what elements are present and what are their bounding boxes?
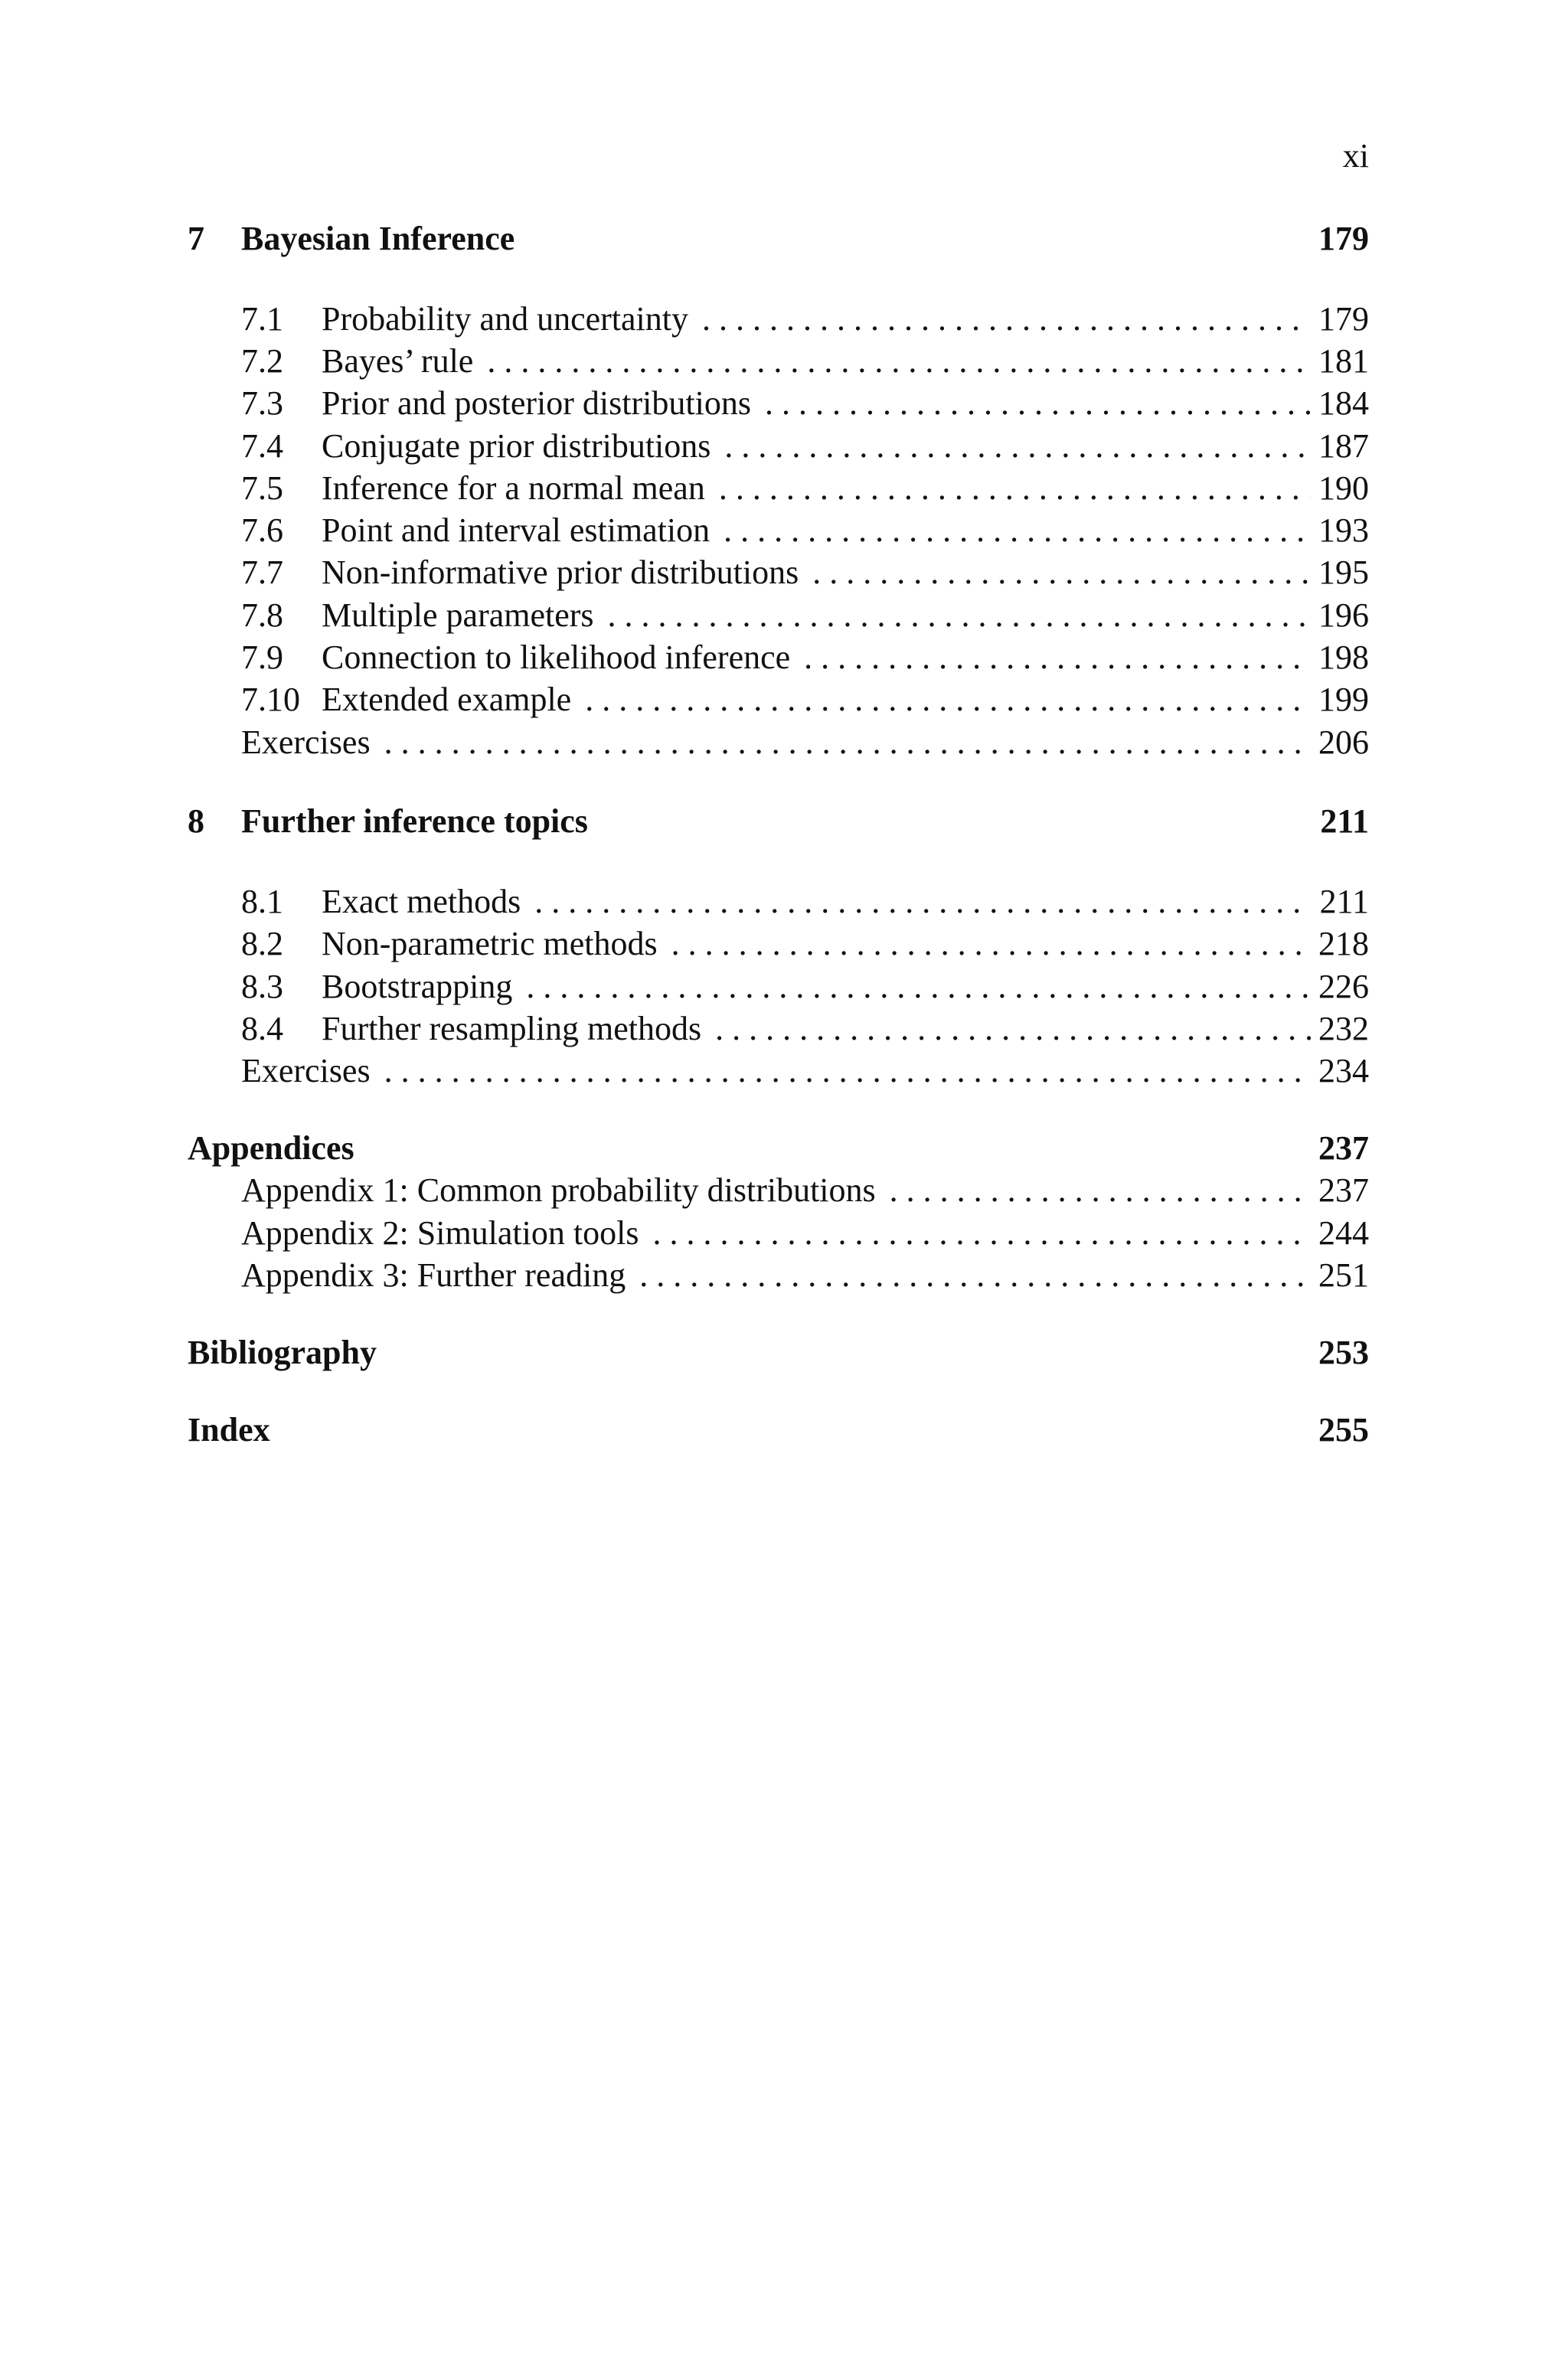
section-page: 232 xyxy=(1318,1009,1369,1047)
appendix-title: Appendix 1: Common probability distributions xyxy=(241,1171,890,1210)
page-number: xi xyxy=(1342,137,1369,175)
section-title: Extended example xyxy=(322,680,585,720)
section-title: Non-parametric methods xyxy=(322,924,671,964)
toc-entry[interactable] xyxy=(188,425,1369,467)
dot-leader xyxy=(804,638,1311,678)
dot-leader xyxy=(585,680,1311,720)
chapter-page: 179 xyxy=(1318,220,1369,257)
section-page: 184 xyxy=(1318,384,1369,423)
bibliography-title: Bibliography xyxy=(188,1334,377,1372)
toc-entry-exercises[interactable] xyxy=(188,1050,1369,1092)
toc-entry[interactable] xyxy=(188,552,1369,594)
dot-leader xyxy=(639,1256,1311,1295)
section-number: 8.4 xyxy=(241,1009,283,1047)
toc-entry[interactable] xyxy=(188,965,1369,1008)
section-title: Inference for a normal mean xyxy=(322,469,719,508)
exercises-title: Exercises xyxy=(241,1051,384,1091)
chapter-number: 8 xyxy=(188,802,204,841)
section-page: 211 xyxy=(1319,882,1369,920)
bibliography-page: 253 xyxy=(1318,1334,1369,1372)
index-title: Index xyxy=(188,1411,270,1449)
section-number: 7.4 xyxy=(241,426,283,465)
section-page: 181 xyxy=(1318,341,1369,380)
dot-leader xyxy=(765,384,1311,423)
spacer xyxy=(188,262,1369,298)
toc-entry[interactable] xyxy=(188,383,1369,425)
section-page: 198 xyxy=(1318,639,1369,677)
toc-entry[interactable] xyxy=(188,298,1369,340)
section-title: Non-informative prior distributions xyxy=(322,553,812,593)
section-page: 190 xyxy=(1318,469,1369,507)
section-number: 7.1 xyxy=(241,299,283,338)
section-page: 195 xyxy=(1318,554,1369,592)
dot-leader xyxy=(702,299,1311,339)
dot-leader xyxy=(724,426,1311,466)
section-number: 7.10 xyxy=(241,681,300,719)
section-number: 8.1 xyxy=(241,882,283,920)
exercises-page: 234 xyxy=(1318,1052,1369,1090)
section-number: 7.3 xyxy=(241,384,283,423)
chapter-heading[interactable] xyxy=(188,799,1369,844)
appendix-title: Appendix 3: Further reading xyxy=(241,1256,639,1295)
spacer xyxy=(188,1297,1369,1332)
appendices-title: Appendices xyxy=(188,1129,354,1168)
section-title: Bayes’ rule xyxy=(322,341,487,381)
toc-entry[interactable] xyxy=(188,880,1369,923)
toc-entry[interactable] xyxy=(188,1008,1369,1050)
exercises-title: Exercises xyxy=(241,723,384,763)
chapter-heading[interactable] xyxy=(188,216,1369,262)
toc-entry[interactable] xyxy=(188,467,1369,509)
section-number: 8.2 xyxy=(241,925,283,963)
section-title: Exact methods xyxy=(322,882,534,922)
chapter-title: Further inference topics xyxy=(241,802,588,841)
index-heading[interactable] xyxy=(188,1409,1369,1452)
index-page: 255 xyxy=(1318,1411,1369,1449)
toc-entry-exercises[interactable] xyxy=(188,721,1369,763)
toc-entry[interactable] xyxy=(188,594,1369,636)
section-page: 179 xyxy=(1318,299,1369,338)
toc-entry-appendix[interactable] xyxy=(188,1170,1369,1212)
section-title: Conjugate prior distributions xyxy=(322,426,724,466)
exercises-page: 206 xyxy=(1318,723,1369,761)
dot-leader xyxy=(608,596,1311,635)
section-page: 187 xyxy=(1318,426,1369,465)
section-title: Connection to likelihood inference xyxy=(322,638,804,678)
toc-entry[interactable] xyxy=(188,923,1369,965)
toc-entry[interactable] xyxy=(188,340,1369,382)
spacer xyxy=(188,1093,1369,1128)
spacer xyxy=(188,844,1369,880)
section-number: 7.9 xyxy=(241,639,283,677)
section-title: Probability and uncertainty xyxy=(322,299,702,339)
bibliography-heading[interactable] xyxy=(188,1332,1369,1374)
chapter-page: 211 xyxy=(1320,802,1369,841)
section-title: Point and interval estimation xyxy=(322,511,724,550)
appendix-title: Appendix 2: Simulation tools xyxy=(241,1213,652,1253)
section-page: 199 xyxy=(1318,681,1369,719)
dot-leader xyxy=(890,1171,1311,1210)
chapter-title: Bayesian Inference xyxy=(241,220,515,257)
section-number: 7.7 xyxy=(241,554,283,592)
dot-leader xyxy=(534,882,1311,922)
section-title: Further resampling methods xyxy=(322,1009,715,1049)
dot-leader xyxy=(487,341,1311,381)
toc-entry-appendix[interactable] xyxy=(188,1254,1369,1296)
dot-leader xyxy=(671,924,1311,964)
dot-leader xyxy=(812,553,1311,593)
dot-leader xyxy=(719,469,1311,508)
section-number: 7.8 xyxy=(241,596,283,634)
table-of-contents xyxy=(188,216,1369,1452)
toc-entry[interactable] xyxy=(188,679,1369,721)
section-title: Bootstrapping xyxy=(322,967,526,1007)
dot-leader xyxy=(384,1051,1311,1091)
section-page: 226 xyxy=(1318,967,1369,1005)
appendices-page: 237 xyxy=(1318,1129,1369,1168)
section-title: Prior and posterior distributions xyxy=(322,384,765,423)
appendix-page: 237 xyxy=(1318,1171,1369,1210)
section-title: Multiple parameters xyxy=(322,596,608,635)
dot-leader xyxy=(384,723,1311,763)
dot-leader xyxy=(724,511,1311,550)
dot-leader xyxy=(715,1009,1311,1049)
dot-leader xyxy=(652,1213,1311,1253)
section-page: 196 xyxy=(1318,596,1369,634)
spacer xyxy=(188,1374,1369,1409)
toc-entry[interactable] xyxy=(188,509,1369,551)
section-number: 7.5 xyxy=(241,469,283,507)
section-number: 7.6 xyxy=(241,511,283,550)
appendix-page: 251 xyxy=(1318,1256,1369,1294)
spacer xyxy=(188,763,1369,799)
toc-entry-appendix[interactable] xyxy=(188,1212,1369,1254)
toc-entry[interactable] xyxy=(188,636,1369,678)
chapter-number: 7 xyxy=(188,220,204,257)
section-number: 8.3 xyxy=(241,967,283,1005)
appendices-heading[interactable] xyxy=(188,1128,1369,1170)
section-number: 7.2 xyxy=(241,341,283,380)
section-page: 193 xyxy=(1318,511,1369,550)
appendix-page: 244 xyxy=(1318,1213,1369,1252)
dot-leader xyxy=(526,967,1311,1007)
section-page: 218 xyxy=(1318,925,1369,963)
